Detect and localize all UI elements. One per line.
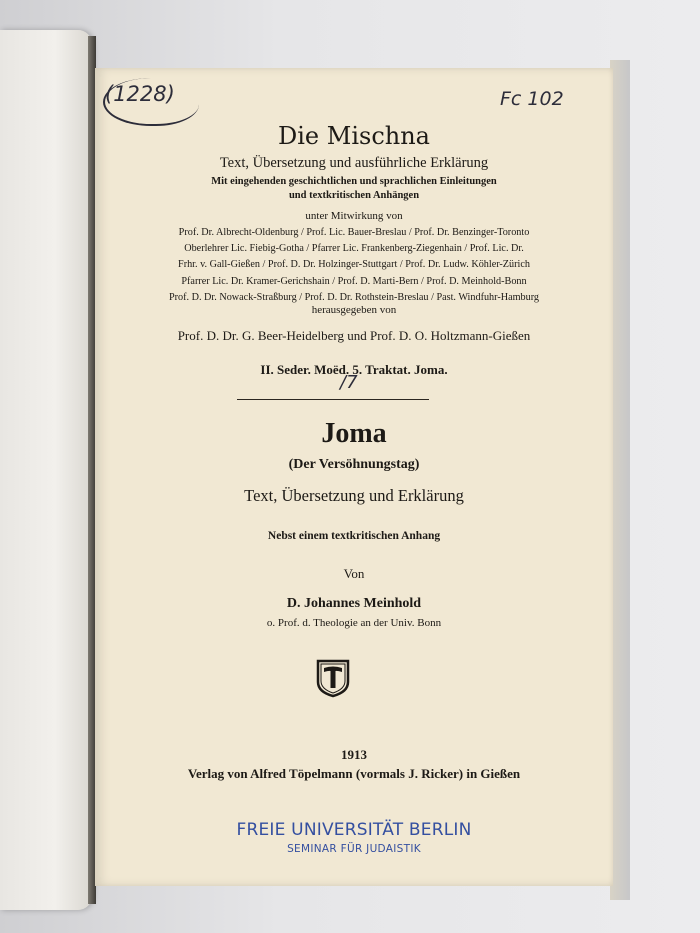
volume-title: Joma [321, 418, 387, 449]
book-cover [0, 30, 92, 910]
author-title: o. Prof. d. Theologie an der Univ. Bonn [266, 617, 442, 629]
by-label: Von [343, 566, 365, 581]
seder-line: II. Seder. Moëd. 5. Traktat. Joma. [260, 362, 448, 377]
handwritten-seder-mark: /7 [340, 372, 358, 393]
contributor-list [115, 225, 593, 306]
editors-names: Prof. D. Dr. G. Beer-Heidelberg und Prof. D. O. Holtzmann-Gießen [177, 328, 531, 343]
library-stamp-line2: SEMINAR FÜR JUDAISTIK [287, 843, 421, 855]
contributor-line: Frhr. v. Gall-Gießen / Prof. D. Dr. Holzinger-Stuttgart / Prof. Dr. Ludw. Köhler-Zürich [178, 259, 530, 271]
series-subtitle: Text, Übersetzung und ausführliche Erklärung [219, 155, 489, 171]
editors-label: herausgegeben von [311, 304, 397, 316]
series-subtitle-line2: und textkritischen Anhängen [288, 190, 420, 201]
divider [237, 399, 429, 400]
publisher-logo-icon [315, 658, 351, 698]
contributor-line: Pfarrer Lic. Dr. Kramer-Gerichshain / Prof. D. Marti-Bern / Prof. D. Meinhold-Bonn [181, 275, 527, 287]
mitwirkung-label: unter Mitwirkung von [305, 210, 403, 222]
contributor-line: Prof. D. Dr. Nowack-Straßburg / Prof. D. Dr. Rothstein-Breslau / Past. Windfuhr-Hamburg [168, 291, 540, 303]
title-page [95, 68, 613, 886]
imprint-year: 1913 [341, 747, 367, 762]
page-edge [610, 60, 630, 900]
handwritten-shelfmark: (1228) [105, 82, 175, 106]
series-title: Die Mischna [278, 122, 430, 150]
contributor-line: Prof. Dr. Albrecht-Oldenburg / Prof. Lic. Bauer-Breslau / Prof. Dr. Benzinger-Toronto [178, 227, 530, 238]
volume-note: Nebst einem textkritischen Anhang [267, 530, 441, 542]
library-stamp-line1: FREIE UNIVERSITÄT BERLIN [236, 820, 472, 840]
imprint-publisher: Verlag von Alfred Töpelmann (vormals J. Ricker) in Gießen [187, 766, 521, 781]
volume-subtitle: (Der Versöhnungstag) [288, 457, 420, 472]
handwritten-signature: Fc 102 [500, 88, 564, 110]
contributor-line: Oberlehrer Lic. Fiebig-Gotha / Pfarrer Lic. Frankenberg-Ziegenhain / Prof. Lic. Dr. [184, 243, 524, 255]
volume-description: Text, Übersetzung und Erklärung [244, 486, 464, 505]
series-subtitle-line1: Mit eingehenden geschichtlichen und sprachlichen Einleitungen [211, 176, 497, 187]
author-name: D. Johannes Meinhold [286, 596, 422, 611]
